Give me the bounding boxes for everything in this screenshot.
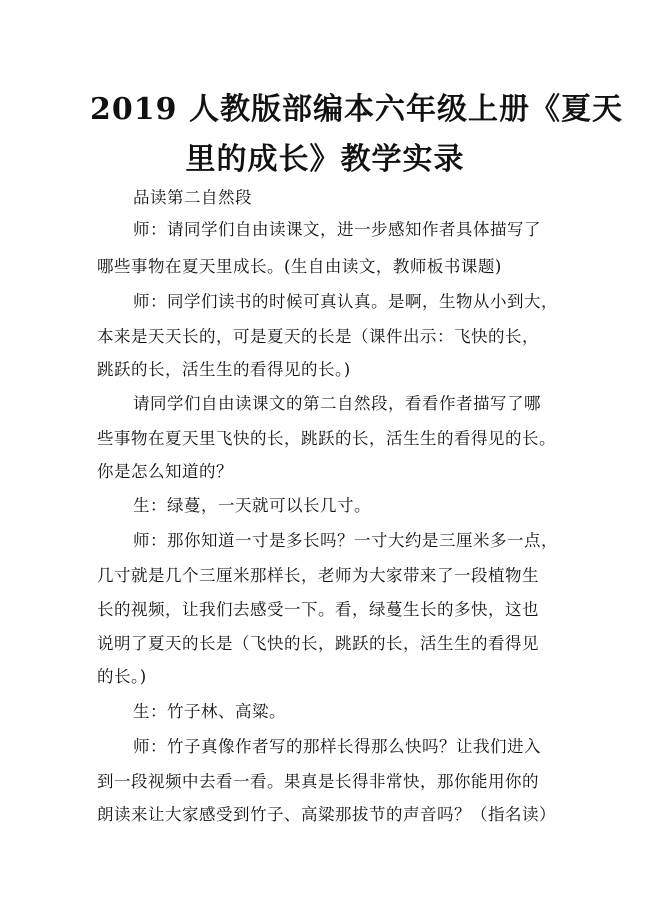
document-title-line-1: 2019 人教版部编本六年级上册《夏天 [90,92,623,127]
paragraph-line: 说明了夏天的长是（飞快的长，跳跃的长，活生生的看得见 [97,634,539,653]
paragraph-line: 哪些事物在夏天里成长。(生自由读文，教师板书课题) [97,257,502,276]
paragraph-line: 品读第二自然段 [133,188,252,207]
paragraph-line: 师：请同学们自由读课文，进一步感知作者具体描写了 [133,220,541,239]
paragraph-line: 请同学们自由读课文的第二自然段，看看作者描写了哪 [133,394,541,413]
paragraph-line: 到一段视频中去看一看。果真是长得非常快，那你能用你的 [97,772,539,791]
paragraph-line: 朗读来让大家感受到竹子、高粱那拔节的声音吗？（指名读） [97,805,556,824]
paragraph-line: 的长。) [97,667,147,686]
paragraph-line: 些事物在夏天里飞快的长，跳跃的长，活生生的看得见的长。 [97,429,556,448]
paragraph-line: 本来是天天长的，可是夏天的长是（课件出示：飞快的长， [97,327,539,346]
paragraph-line: 师：同学们读书的时候可真认真。是啊，生物从小到大， [133,292,558,311]
paragraph-line: 师：那你知道一寸是多长吗？一寸大约是三厘米多一点， [133,531,558,550]
paragraph-line: 你是怎么知道的？ [97,462,233,481]
paragraph-line: 跳跃的长，活生生的看得见的长。) [97,360,351,379]
paragraph-line: 生：绿蔓，一天就可以长几寸。 [133,496,371,515]
document-title-line-2: 里的成长》教学实录 [185,142,465,177]
paragraph-line: 长的视频，让我们去感受一下。看，绿蔓生长的多快，这也 [97,600,539,619]
paragraph-line: 师：竹子真像作者写的那样长得那么快吗？让我们进入 [133,737,541,756]
paragraph-line: 生：竹子林、高粱。 [133,702,286,721]
paragraph-line: 几寸就是几个三厘米那样长，老师为大家带来了一段植物生 [97,566,539,585]
